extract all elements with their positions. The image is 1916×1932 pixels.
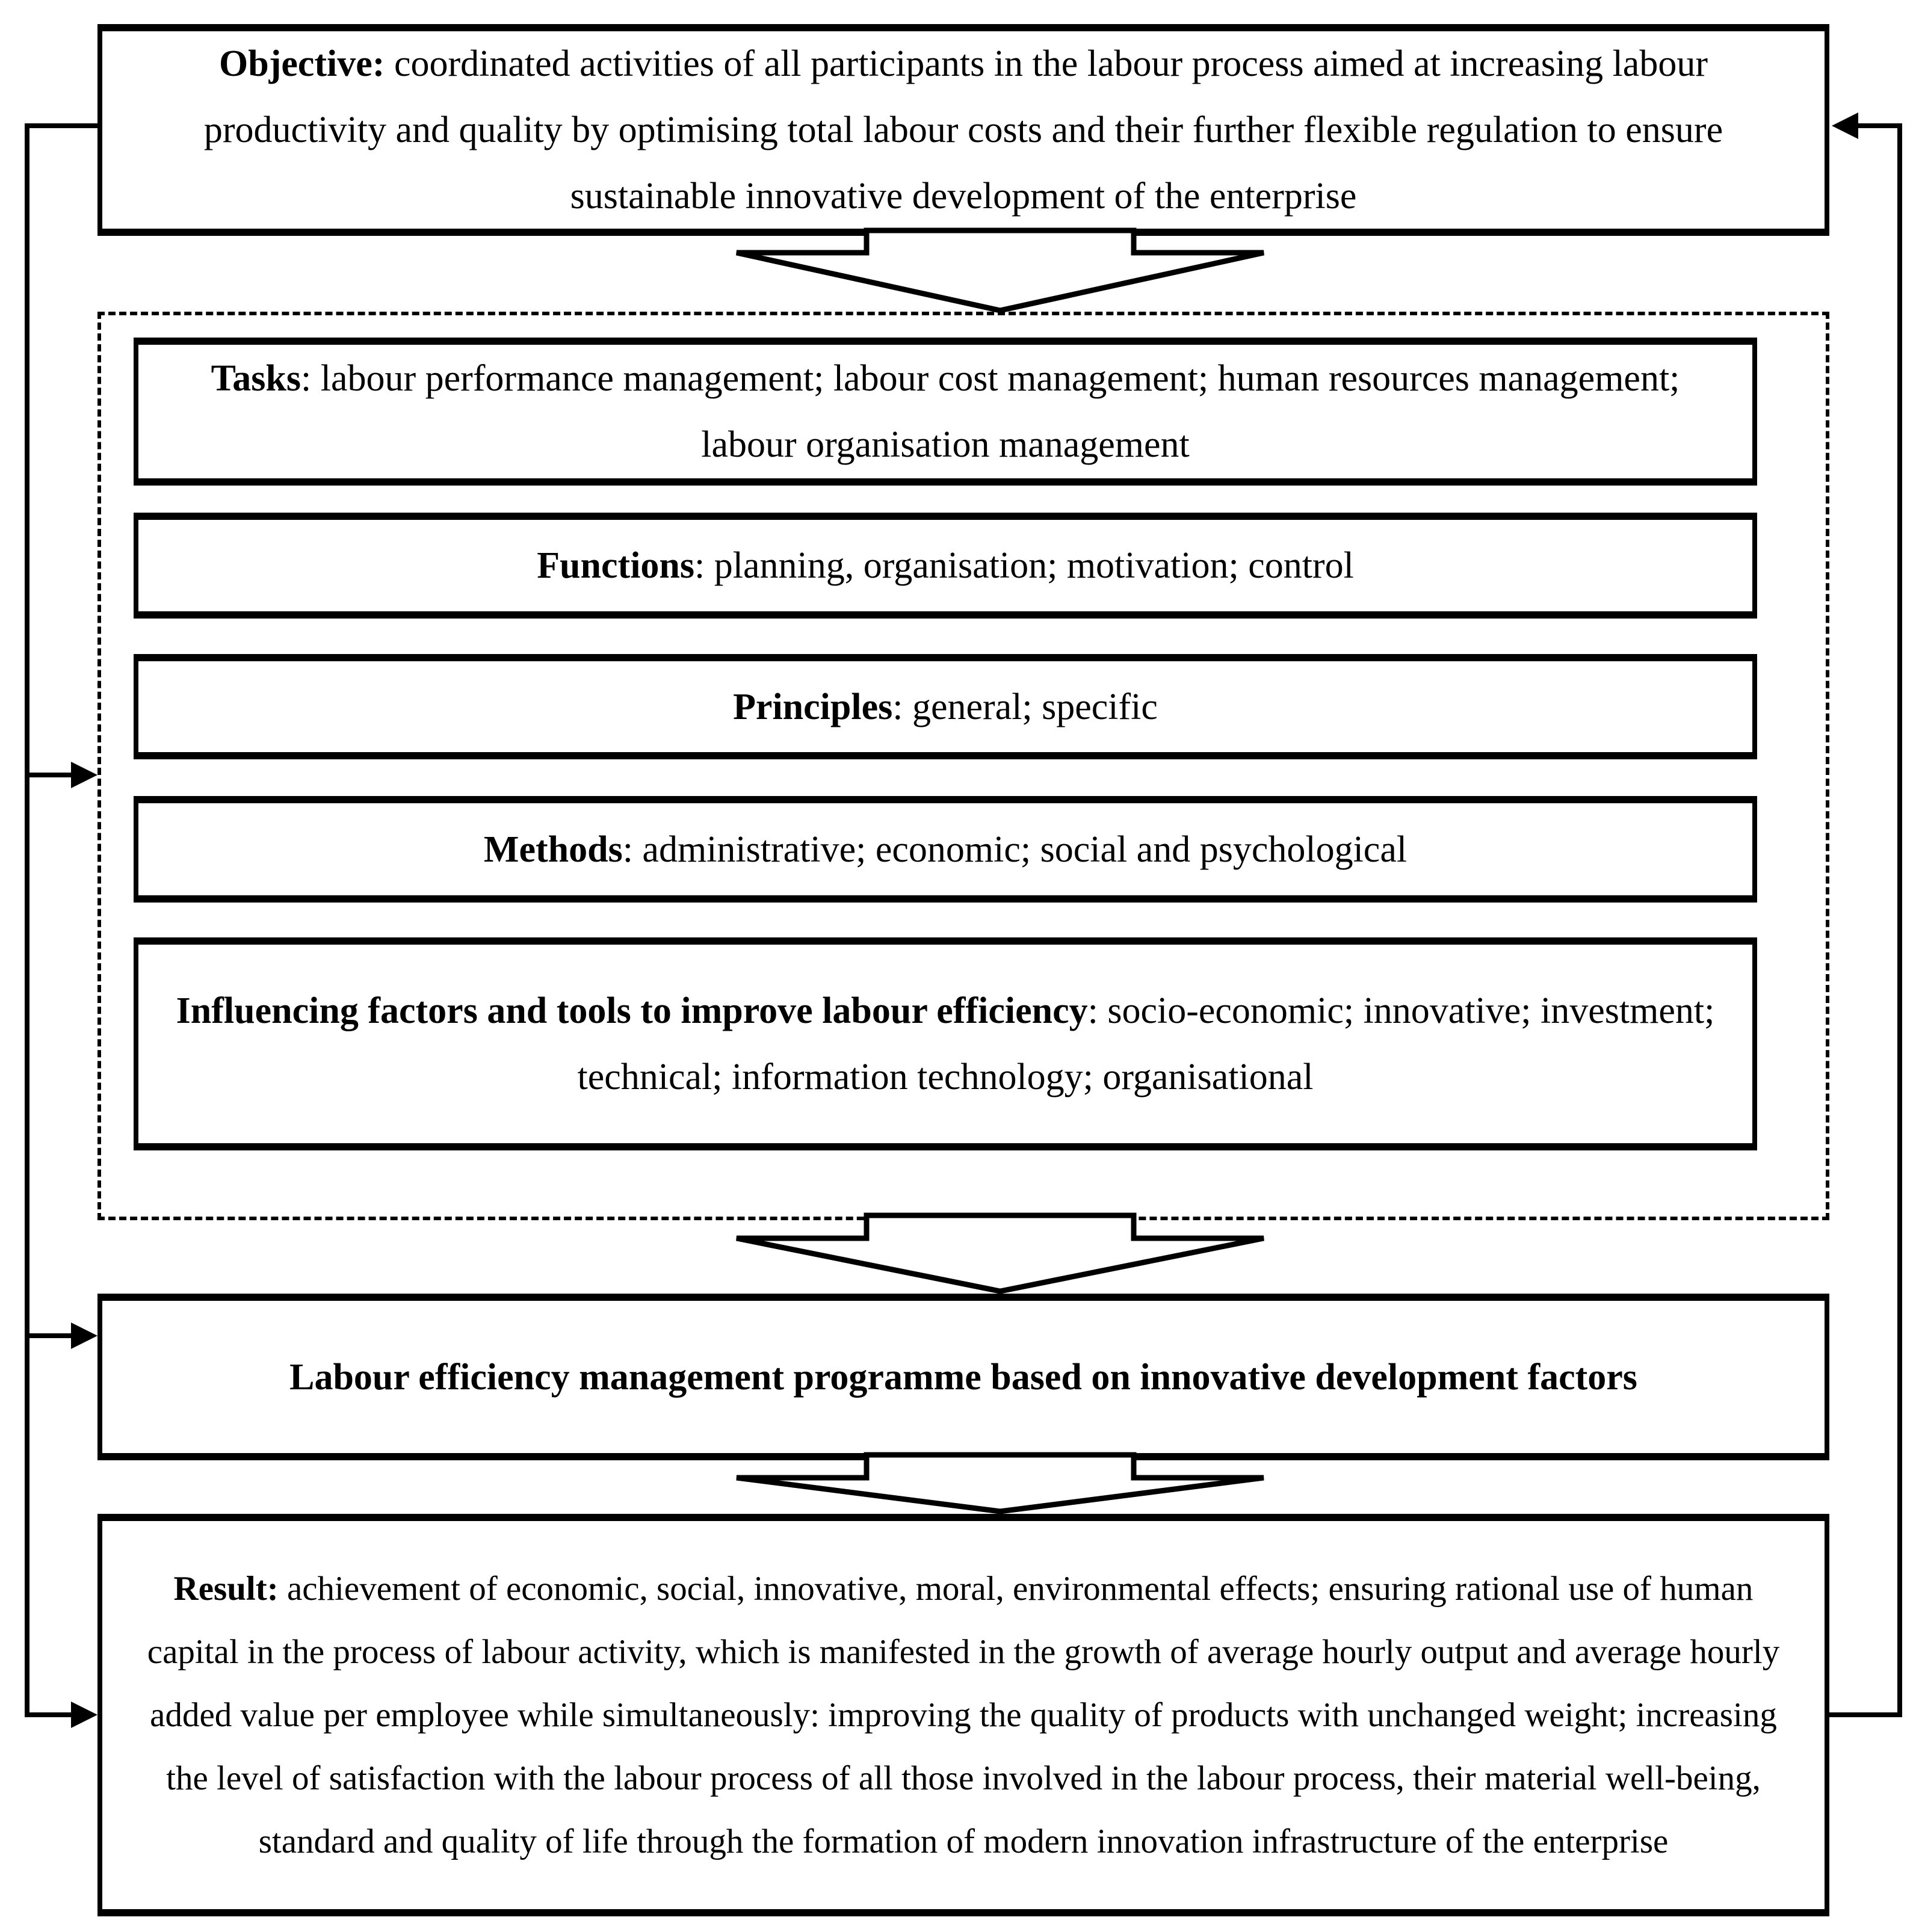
right-arrowhead-icon — [71, 762, 97, 788]
influencing-factors-label: Influencing factors and tools to improve labour efficiency — [176, 990, 1088, 1031]
result-text — [135, 1557, 1791, 1873]
functions-label: Functions — [537, 545, 695, 586]
functions-box — [134, 513, 1757, 619]
methods-body: : administrative; economic; social and psychological — [622, 829, 1408, 870]
methods-label: Methods — [483, 829, 623, 870]
principles-text — [733, 674, 1158, 740]
objective-label: Objective: — [219, 43, 385, 84]
methods-text — [484, 816, 1407, 883]
objective-text — [175, 31, 1752, 229]
methods-box — [134, 796, 1757, 903]
down-arrow-icon — [737, 1455, 1264, 1511]
tasks-body: : labour performance management; labour cost management; human resources management; labour organisation management — [301, 358, 1680, 465]
influencing-factors-box — [134, 937, 1757, 1150]
programme-text: Labour efficiency management programme based on innovative development factors — [289, 1356, 1637, 1398]
result-body: achievement of economic, social, innovative, moral, environmental effects; ensuring rational use of human capital in the process of labour activity, which is manifested in the growth of average hourly output and average hourly added value per employee while simultaneously: improving the quality of products with unchanged weight; increasing the level of satisfaction with the labour process of all those involved in the labour process, their material well-being, standard and quality of life through the formation of modern innovation infrastructure of the enterprise — [147, 1570, 1780, 1860]
result-label: Result: — [173, 1570, 279, 1608]
down-arrow-icon — [737, 1215, 1264, 1291]
right-feedback-line — [1829, 126, 1900, 1715]
principles-label: Principles — [733, 686, 893, 727]
tasks-box — [134, 338, 1757, 486]
left-feedback-line — [27, 126, 99, 1715]
influencing-factors-body: : socio-economic; innovative; investment; technical; information technology; organisational — [577, 990, 1715, 1097]
principles-body: : general; specific — [892, 686, 1158, 727]
functions-body: : planning, organisation; motivation; control — [694, 545, 1354, 586]
left-arrowhead-icon — [1832, 113, 1858, 139]
principles-box — [134, 654, 1757, 759]
objective-body: coordinated activities of all participants in the labour process aimed at increasing labour productivity and quality by optimising total labour costs and their further flexible regulation to ensure sustainable innovative development of the enterprise — [203, 43, 1723, 217]
programme-box — [97, 1294, 1829, 1460]
functions-text — [537, 532, 1354, 599]
tasks-label: Tasks — [211, 358, 301, 399]
objective-box — [97, 24, 1829, 236]
tasks-text — [175, 345, 1716, 478]
right-arrowhead-icon — [71, 1702, 97, 1728]
right-arrowhead-icon — [71, 1322, 97, 1349]
down-arrow-icon — [737, 230, 1264, 310]
result-box — [97, 1514, 1829, 1916]
influencing-factors-text — [175, 978, 1716, 1110]
